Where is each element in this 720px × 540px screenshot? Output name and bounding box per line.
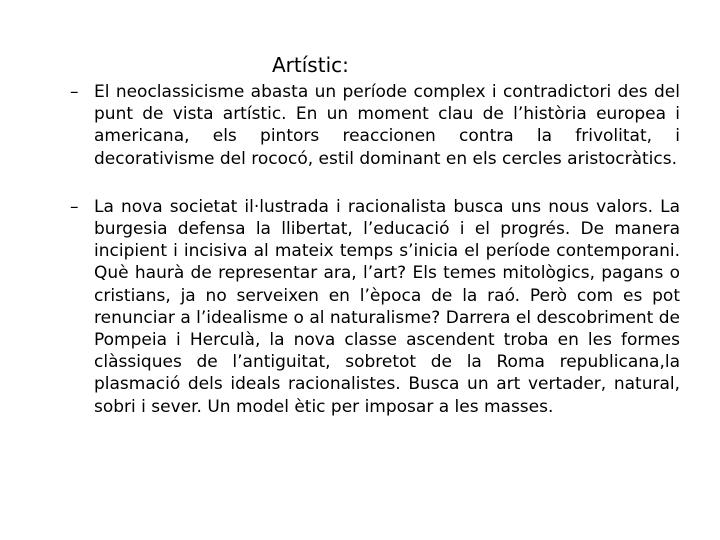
bullet-text: El neoclassicisme abasta un període complex i contradictori des del punt de vista artístic. En un moment clau de l’història europea i americana, els pintors reaccionen contra la frivolitat, i decorativisme del rococó, estil dominant en els cercles aristocràtics. bbox=[94, 82, 680, 169]
slide-title: Artístic: bbox=[272, 53, 349, 77]
dash-bullet-marker: – bbox=[70, 82, 79, 102]
bullet-item-new-society bbox=[70, 196, 680, 418]
dash-bullet-marker: – bbox=[70, 196, 79, 217]
bullet-item-neoclassicism bbox=[70, 81, 680, 170]
bullet-text: La nova societat il·lustrada i racionalista busca uns nous valors. La burgesia defensa la llibertat, l’educació i el progrés. De manera incipient i incisiva al mateix temps s’inicia el període contemporani. Què haurà de representar ara, l’art? Els temes mitològics, pagans o cristians, ja no serveixen en l’època de la raó. Però com es pot renunciar a l’idealisme o al naturalisme? Darrera el descobriment de Pompeia i Herculà, la nova classe ascendent troba en les formes clàssiques de l’antiguitat, sobretot de la Roma republicana,la plasmació dels ideals racionalistes. Busca un art vertader, natural, sobri i sever. Un model ètic per imposar a les masses. bbox=[94, 196, 680, 417]
bullet-list bbox=[70, 81, 680, 418]
